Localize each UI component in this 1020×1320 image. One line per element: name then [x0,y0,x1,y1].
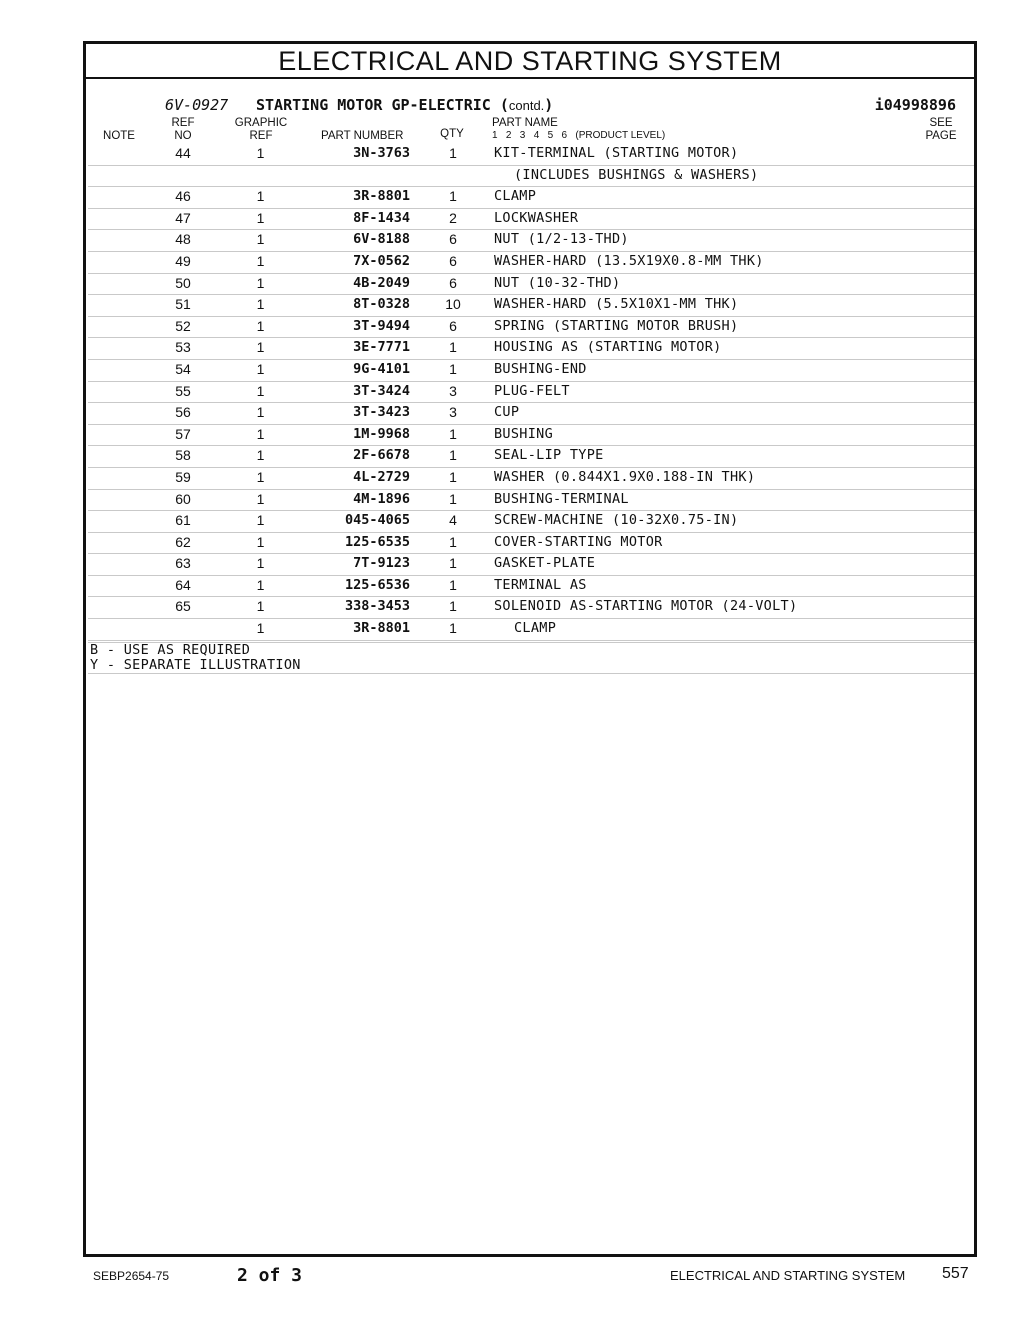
table-row [88,274,974,296]
graphic-ref: 1 [256,274,265,291]
table-row [88,425,974,447]
quantity: 6 [449,274,457,291]
part-number: 2F-6678 [353,447,410,464]
graphic-ref: 1 [256,468,265,485]
graphic-ref: 1 [256,360,265,377]
part-number: 7T-9123 [353,555,410,572]
part-name: (INCLUDES BUSHINGS & WASHERS) [514,166,759,183]
part-number: 9G-4101 [353,360,410,377]
table-row [88,252,974,274]
part-name: WASHER (0.844X1.9X0.188-IN THK) [494,468,756,485]
part-number: 045-4065 [344,512,410,529]
table-row [88,338,974,360]
graphic-ref: 1 [256,598,265,615]
part-name: BUSHING-END [494,360,587,377]
part-number: 338-3453 [344,598,410,615]
part-name: CLAMP [514,620,557,637]
parts-table [88,144,974,641]
group-id: i04998896 [874,96,956,114]
ref-no: 63 [175,555,191,572]
part-number: 8T-0328 [353,296,410,313]
graphic-ref: 1 [256,425,265,442]
part-number: 6V-8188 [353,231,410,248]
footer-doc-code: SEBP2654-75 [93,1269,170,1283]
ref-no: 61 [175,512,191,529]
part-name: NUT (1/2-13-THD) [494,231,629,248]
ref-no: 49 [175,252,191,269]
group-contd: contd. [508,98,545,113]
ref-no: 62 [175,533,191,550]
page-title: ELECTRICAL AND STARTING SYSTEM [86,44,974,79]
part-number: 4L-2729 [353,468,410,485]
col-part-name: PART NAME [492,117,558,129]
table-row [88,619,974,641]
quantity: 4 [449,512,457,529]
part-number: 3T-3424 [353,382,410,399]
graphic-ref: 1 [256,555,265,572]
part-name: SOLENOID AS-STARTING MOTOR (24-VOLT) [494,598,798,615]
graphic-ref: 1 [256,382,265,399]
ref-no: 57 [175,425,191,442]
table-row [88,187,974,209]
quantity: 1 [449,533,457,550]
quantity: 1 [449,360,457,377]
ref-no: 54 [175,360,191,377]
col-see-top: SEE [929,117,953,129]
part-name: TERMINAL AS [494,576,587,593]
part-number: 3N-3763 [353,145,410,161]
part-name: GASKET-PLATE [494,555,596,572]
part-name: SPRING (STARTING MOTOR BRUSH) [494,317,739,334]
part-number: 4M-1896 [353,490,410,507]
graphic-ref: 1 [256,339,265,356]
ref-no: 47 [175,209,191,226]
part-number: 4B-2049 [353,274,410,291]
quantity: 1 [449,555,457,572]
ref-no: 52 [175,317,191,334]
col-part-number: PART NUMBER [321,130,404,142]
quantity: 3 [449,404,457,421]
note-line: Y - SEPARATE ILLUSTRATION [90,656,301,673]
table-row [88,166,974,188]
part-number: 3T-9494 [353,317,410,334]
footer-section: ELECTRICAL AND STARTING SYSTEM [670,1268,906,1283]
part-number: 3R-8801 [353,620,410,637]
part-number: 7X-0562 [353,252,410,269]
table-row [88,554,974,576]
table-row [88,230,974,252]
group-name-close: ) [544,96,554,114]
part-name: PLUG-FELT [494,382,570,399]
part-name: HOUSING AS (STARTING MOTOR) [494,339,722,356]
ref-no: 51 [175,296,191,313]
part-name: WASHER-HARD (5.5X10X1-MM THK) [494,296,739,313]
ref-no: 60 [175,490,191,507]
graphic-ref: 1 [256,533,265,550]
part-name: COVER-STARTING MOTOR [494,533,663,550]
graphic-ref: 1 [256,209,265,226]
table-row [88,403,974,425]
table-row [88,576,974,598]
part-name: WASHER-HARD (13.5X19X0.8-MM THK) [494,252,764,269]
quantity: 6 [449,317,457,334]
part-name: SEAL-LIP TYPE [494,447,604,464]
group-number: 6V-0927 [165,96,229,114]
part-number: 1M-9968 [353,425,410,442]
graphic-ref: 1 [256,296,265,313]
ref-no: 56 [175,404,191,421]
col-note: NOTE [103,130,135,142]
part-name: BUSHING-TERMINAL [494,490,629,507]
ref-no: 55 [175,382,191,399]
graphic-ref: 1 [256,490,265,507]
ref-no: 50 [175,274,191,291]
col-product-level: 1 2 3 4 5 6 (PRODUCT LEVEL) [492,130,666,141]
quantity: 1 [449,339,457,356]
graphic-ref: 1 [256,252,265,269]
part-name: LOCKWASHER [494,209,579,226]
quantity: 1 [449,598,457,615]
quantity: 1 [449,576,457,593]
table-row [88,533,974,555]
ref-no: 58 [175,447,191,464]
note-line: B - USE AS REQUIRED [90,641,251,658]
quantity: 10 [445,296,461,313]
col-qty: QTY [440,128,464,140]
quantity: 1 [449,145,457,161]
table-row [88,468,974,490]
footer-page-of: 2 of 3 [237,1265,303,1286]
graphic-ref: 1 [256,447,265,464]
ref-no: 64 [175,576,191,593]
table-row [88,360,974,382]
footer-page-number: 557 [942,1265,969,1282]
part-number: 3E-7771 [353,339,410,356]
table-row [88,597,974,619]
group-name-text: STARTING MOTOR GP-ELECTRIC ( [256,96,509,114]
part-number: 125-6535 [344,533,410,550]
ref-no: 59 [175,468,191,485]
page-frame [83,41,977,1257]
quantity: 2 [449,209,457,226]
part-name: BUSHING [494,425,553,442]
ref-no: 65 [175,598,191,615]
graphic-ref: 1 [256,188,265,205]
quantity: 1 [449,620,457,637]
graphic-ref: 1 [256,404,265,421]
part-number: 8F-1434 [353,209,410,226]
ref-no: 44 [175,145,191,161]
part-number: 3R-8801 [353,188,410,205]
column-headers [86,116,974,146]
table-row [88,317,974,339]
col-graphic-bottom: REF [249,130,273,142]
part-name: SCREW-MACHINE (10-32X0.75-IN) [494,512,739,529]
part-name: CUP [494,404,520,421]
notes-block [88,642,974,674]
col-see-bottom: PAGE [925,130,957,142]
col-ref-bottom: NO [174,130,192,142]
part-name: KIT-TERMINAL (STARTING MOTOR) [494,145,739,161]
table-row [88,295,974,317]
col-ref-top: REF [171,117,195,129]
quantity: 6 [449,231,457,248]
quantity: 1 [449,490,457,507]
quantity: 1 [449,468,457,485]
graphic-ref: 1 [256,620,265,637]
quantity: 1 [449,188,457,205]
part-name: CLAMP [494,188,537,205]
table-row [88,446,974,468]
table-row [88,511,974,533]
graphic-ref: 1 [256,512,265,529]
quantity: 1 [449,425,457,442]
group-header [86,96,974,118]
page-footer [0,1262,1020,1292]
graphic-ref: 1 [256,317,265,334]
quantity: 3 [449,382,457,399]
quantity: 6 [449,252,457,269]
graphic-ref: 1 [256,576,265,593]
table-row [88,490,974,512]
table-row [88,209,974,231]
part-number: 125-6536 [344,576,410,593]
quantity: 1 [449,447,457,464]
ref-no: 53 [175,339,191,356]
table-row [88,382,974,404]
graphic-ref: 1 [256,145,265,161]
graphic-ref: 1 [256,231,265,248]
part-number: 3T-3423 [353,404,410,421]
ref-no: 46 [175,188,191,205]
col-graphic-top: GRAPHIC [234,117,288,129]
notes-divider [88,673,974,674]
table-row [88,144,974,166]
part-name: NUT (10-32-THD) [494,274,621,291]
ref-no: 48 [175,231,191,248]
group-name [256,96,553,114]
